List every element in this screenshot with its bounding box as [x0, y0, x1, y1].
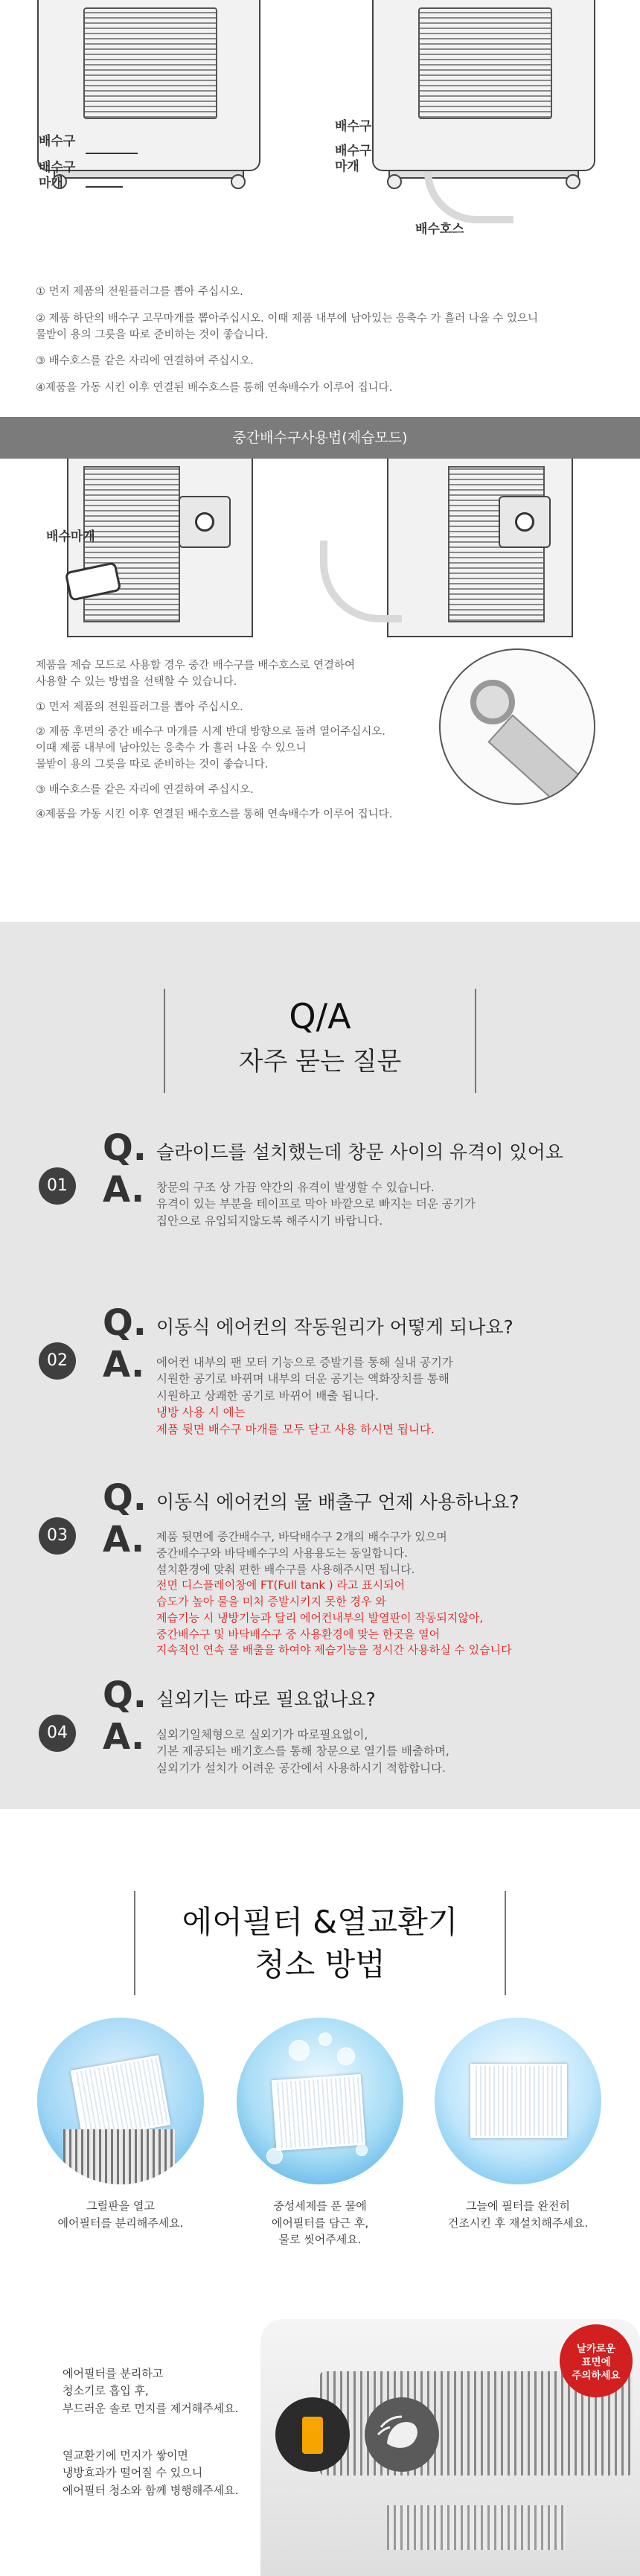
- label-drain-port-right: 배수구: [335, 119, 372, 134]
- faq-answer-block: [156, 1354, 633, 1438]
- wheel-icon: [387, 174, 402, 189]
- faq-question: 이동식 에어컨의 물 배출구 언제 사용하나요?: [156, 1491, 519, 1513]
- a-letter: A.: [103, 1519, 145, 1560]
- filter-caption-1: 그릴판을 열고 에어필터를 분리해주세요.: [57, 2199, 184, 2230]
- drain-hose-illustration: [424, 171, 513, 223]
- faq-question: 실외기는 따로 필요없나요?: [156, 1689, 376, 1710]
- bubble-icon: [266, 2148, 283, 2164]
- filter-caption-3: 그늘에 필터를 완전히 건조시킨 후 재설치해주세요.: [447, 2199, 589, 2230]
- bubble-icon: [319, 2033, 332, 2046]
- filter-step-image-2: [237, 2018, 403, 2184]
- vacuum-brush-icon: [275, 2397, 350, 2472]
- faq-section: [0, 922, 640, 1809]
- drain-knob-icon: [515, 512, 534, 532]
- brush-icon: [302, 2417, 323, 2454]
- hose-tube-icon: [487, 714, 595, 805]
- drain-instructions-section: [0, 0, 640, 417]
- label-drain-cap: 배수구 마개: [39, 160, 76, 191]
- faq-question: 이동식 에어컨의 작동원리가 어떻게 되나요?: [156, 1316, 513, 1338]
- unit-base: [54, 170, 244, 179]
- a-letter: A.: [103, 1344, 145, 1386]
- q-letter: Q.: [103, 1477, 147, 1519]
- faq-answer-block: [156, 1529, 633, 1659]
- unit-back-illustration-right: [387, 459, 573, 637]
- wheel-icon: [231, 174, 246, 189]
- faq-answer-highlight: 냉방 사용 시 에는 제품 뒷면 배수구 마개를 모두 닫고 사용 하시면 됩니다.: [156, 1406, 435, 1436]
- filter-cleaning-section: [0, 1809, 640, 2576]
- filter-caption-2: 중성세제를 푼 물에 에어필터를 담근 후, 물로 씻어주세요.: [271, 2199, 369, 2246]
- unit-grille: [83, 466, 180, 622]
- faq-number-badge: 03: [39, 1517, 76, 1555]
- faq-subtitle: 자주 묻는 질문: [238, 1047, 402, 1077]
- label-drain-hose: 배수호스: [415, 222, 464, 237]
- middle-drain-section: [0, 459, 640, 922]
- faq-title: Q/A: [289, 996, 351, 1036]
- wheel-icon: [566, 174, 580, 189]
- a-letter: A.: [103, 1716, 145, 1758]
- filter-note-1: 에어필터를 분리하고 청소기로 흡입 후, 부드러운 솔로 먼지를 제거해주세요.: [63, 2367, 239, 2415]
- pointer-line: [86, 186, 123, 188]
- faq-answer: 에어컨 내부의 팬 모터 기능으로 증발기를 통해 실내 공기가 시원한 공기로 바뀌며 내부의 더운 공기는 액화장치를 통해 시원하고 상쾌한 공기로 바뀌어 배출 됩니다.: [156, 1356, 453, 1403]
- q-letter: Q.: [103, 1674, 147, 1716]
- faq-number-badge: 02: [39, 1342, 76, 1380]
- faq-answer-highlight: 전면 디스플레이창에 FT(Full tank ) 라고 표시되어 습도가 높아 물을 미처 증발시키지 못한 경우 와 제습기능 시 냉방기능과 달리 에어컨내부의 발열판이 작동되지않아, 중간배수구 및 바닥배수구 중 사용환경에 맞는 한곳을 열어 지속적인 연속 물 배출을 하여야 제습기능을 정시간 사용하실 수 있습니다: [156, 1578, 512, 1657]
- step-1: ① 먼저 제품의 전원플러그를 뽑아 주십시오.: [36, 701, 243, 713]
- step-3: ③ 배수호스를 같은 자리에 연결하여 주십시오.: [36, 783, 254, 796]
- unit-grille: [83, 7, 217, 119]
- middle-drain-steps: [36, 658, 423, 832]
- zoom-detail-circle: [439, 648, 595, 805]
- step-4: ④제품을 가동 시킨 이후 연결된 배수호스를 통해 연속배수가 이루어 집니다.: [36, 809, 393, 821]
- unit-grille: [63, 2129, 175, 2184]
- step-4: ④제품을 가동 시킨 이후 연결된 배수호스를 통해 연속배수가 이루어 집니다.: [36, 382, 393, 394]
- middle-drain-intro: 제품을 제습 모드로 사용할 경우 중간 배수구를 배수호스로 연결하여 사용할 수 있는 방법을 선택할 수 있습니다.: [36, 660, 356, 688]
- faq-header: [164, 989, 476, 1093]
- step-1: ① 먼저 제품의 전원플러그를 뽑아 주십시오.: [36, 286, 243, 298]
- label-drain-port: 배수구: [39, 134, 76, 149]
- bubble-icon: [337, 2047, 355, 2065]
- filter-step-image-1: [37, 2018, 204, 2184]
- filter-note-2: 열교환기에 먼지가 쌓이면 냉방효과가 떨어질 수 있으니 에어필터 청소와 함께 병행해주세요.: [63, 2449, 239, 2497]
- hand-icon: [365, 2397, 439, 2472]
- pointer-line: [86, 153, 138, 154]
- faq-answer: 실외기일체형으로 실외기가 따로필요없이, 기본 제공되는 배기호스를 통해 창문으로 열기를 배출하며, 실외기가 설치가 어려운 공간에서 사용하시기 적합합니다.: [156, 1728, 449, 1775]
- label-drain-cap-2: 배수마개: [46, 529, 95, 544]
- q-letter: Q.: [103, 1127, 147, 1169]
- sharp-surface-warning-badge: 날카로운 표면에 주의하세요: [560, 2324, 633, 2397]
- faq-answer: 창문의 구조 상 가끔 약간의 유격이 발생할 수 있습니다. 유격이 있는 부분을 테이프로 막아 바깥으로 빠지는 더운 공기가 집안으로 유입되지않도록 해주시기 바랍니다.: [156, 1181, 476, 1228]
- step-2: ② 제품 하단의 배수구 고무마개를 뽑아주십시오. 이때 제품 내부에 남아있는 응축수 가 흘러 나올 수 있으니 물받이 용의 그릇을 따로 준비하는 것이 좋습니다.: [36, 312, 539, 341]
- unit-back-illustration-left: [67, 459, 253, 637]
- bubble-icon: [356, 2144, 368, 2156]
- drain-knob-icon: [195, 512, 214, 532]
- filter-title: 에어필터 &열교환기 청소 방법: [182, 1904, 458, 1983]
- a-letter: A.: [103, 1169, 145, 1211]
- filter-step-image-3: [435, 2018, 601, 2184]
- middle-drain-banner: 중간배수구사용법(제습모드): [0, 417, 640, 459]
- step-2: ② 제품 후면의 중간 배수구 마개를 시계 반대 방향으로 돌려 열어주십시오. 이때 제품 내부에 남아있는 응축수 가 흘러 나올 수 있으니 물받이 용의 그릇을 따로 준비하는 것이 좋습니다.: [36, 726, 385, 771]
- faq-question: 슬라이드를 설치했는데 창문 사이의 유격이 있어요: [156, 1141, 563, 1163]
- label-drain-cap-right: 배수구 마개: [335, 144, 372, 175]
- hand-wipe-icon: [365, 2397, 439, 2472]
- filter-panel-icon: [470, 2064, 567, 2138]
- vent-slots: [387, 2505, 566, 2550]
- q-letter: Q.: [103, 1302, 147, 1344]
- drain-hose-illustration: [320, 541, 402, 622]
- faq-number-badge: 01: [39, 1167, 76, 1205]
- faq-number-badge: 04: [39, 1715, 76, 1752]
- unit-illustration-right: [372, 0, 595, 171]
- unit-grille: [418, 7, 552, 119]
- filter-panel-icon: [71, 2055, 171, 2140]
- filter-header: [134, 1891, 506, 1995]
- faq-answer: 제품 뒷면에 중간배수구, 바닥배수구 2개의 배수구가 있으며 중간배수구와 바닥배수구의 사용용도는 동일합니다. 설치환경에 맞춰 편한 배수구를 사용해주시면 됩니다.: [156, 1530, 447, 1576]
- step-3: ③ 배수호스를 같은 자리에 연결하여 주십시오.: [36, 355, 254, 368]
- filter-panel-icon: [272, 2074, 365, 2151]
- bubble-icon: [289, 2040, 310, 2061]
- drain-steps: [36, 284, 538, 407]
